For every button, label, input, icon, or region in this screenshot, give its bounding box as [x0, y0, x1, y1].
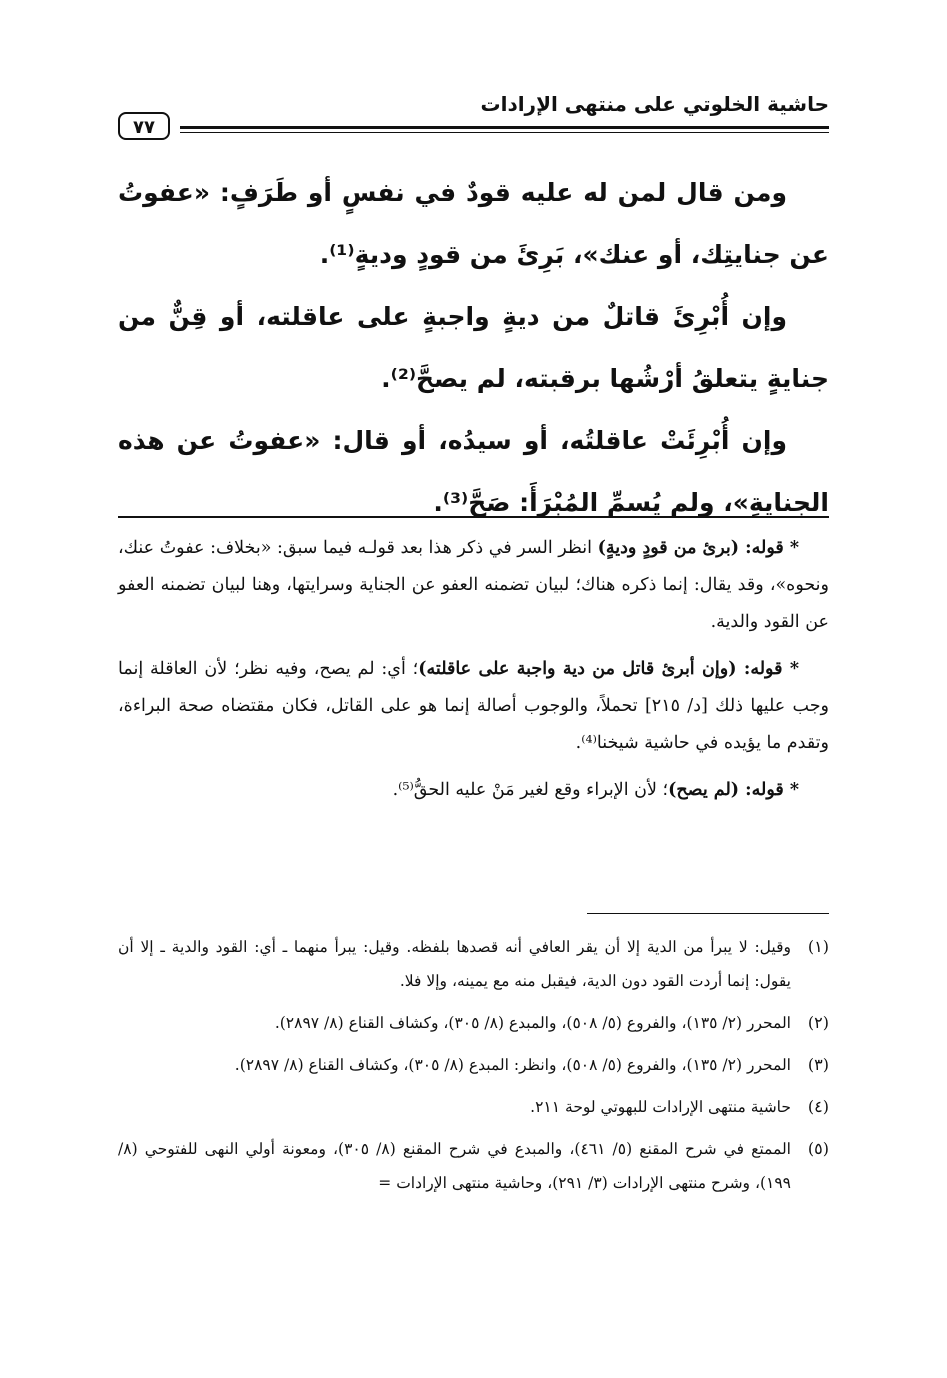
running-title: حاشية الخلوتي على منتهى الإرادات — [480, 92, 829, 116]
header-rule — [180, 126, 829, 129]
main-paragraph-2: وإن أُبْرِئَ قاتلٌ من ديةٍ واجبةٍ على عاقلته، أو قِنٌّ من جنايةٍ يتعلقُ أرْشُها برقبته، لم يصحَّ⁽²⁾. — [118, 302, 829, 393]
commentary-paragraph-2 — [118, 651, 829, 762]
footnote-number: (٤) — [807, 1097, 829, 1116]
footnote-text: المحرر (٢/ ١٣٥)، والفروع (٥/ ٥٠٨)، وانظر: المبدع (٨/ ٣٠٥)، وكشاف القناع (٨/ ٢٨٩٧). — [234, 1056, 791, 1074]
footnote-4 — [118, 1090, 829, 1124]
footnote-text: المحرر (٢/ ١٣٥)، والفروع (٥/ ٥٠٨)، والمبدع (٨/ ٣٠٥)، وكشاف القناع (٨/ ٢٨٩٧). — [274, 1014, 791, 1032]
commentary-lead-1: * قوله: (برئ من قودٍ وديةٍ) — [597, 538, 799, 558]
commentary-lead-3: * قوله: (لم يصح) — [668, 780, 799, 800]
commentary — [118, 530, 829, 819]
footnote-number: (٥) — [807, 1139, 829, 1158]
commentary-paragraph-1 — [118, 530, 829, 641]
footnotes — [118, 930, 829, 1208]
main-paragraph-3: وإن أُبْرِئَتْ عاقلتُه، أو سيدُه، أو قال: «عفوتُ عن هذه الجنايةِ»، ولم يُسمِّ المُبْرَأَ: صَحَّ⁽³⁾. — [118, 426, 829, 517]
page-header — [118, 88, 829, 144]
footnote-2 — [118, 1006, 829, 1040]
commentary-text-2: ؛ أي: لم يصح، وفيه نظر؛ لأن العاقلة إنما وجب عليها ذلك [د/ ٢١٥] تحملاً، والوجوب أصالة إنما هو على القاتل، فكان مقتضاه صحة البراءة، وتقدم ما يؤيده في حاشية شيخنا⁽⁴⁾. — [118, 659, 829, 753]
footnote-1 — [118, 930, 829, 998]
main-paragraph-1: ومن قال لمن له عليه قودٌ في نفسٍ أو طَرَفٍ: «عفوتُ عن جنايتِك، أو عنك»، بَرِئَ من قودٍ وديةٍ⁽¹⁾. — [118, 178, 829, 269]
main-text-divider — [118, 516, 829, 518]
page-number: ٧٧ — [118, 112, 170, 140]
footnote-number: (٢) — [807, 1013, 829, 1032]
header-rule-thin — [180, 132, 829, 133]
footnote-3 — [118, 1048, 829, 1082]
footnote-number: (٣) — [807, 1055, 829, 1074]
footnote-divider — [587, 913, 829, 914]
commentary-text-1: انظر السر في ذكر هذا بعد قولـه فيما سبق: «بخلاف: عفوتُ عنك، ونحوه»، وقد يقال: إنما ذكره هناك؛ لبيان تضمنه العفو عن الجناية وسرايتها، وهنا لبيان تضمنه العفو عن القود والدية. — [118, 538, 829, 632]
commentary-text-3: ؛ لأن الإبراء وقع لغير مَنْ عليه الحقُّ⁽⁵⁾. — [392, 780, 669, 800]
footnote-text: وقيل: لا يبرأ من الدية إلا أن يقر العافي أنه قصدها بلفظه. وقيل: يبرأ منهما ـ أي: القود والدية ـ إلا أن يقول: إنما أردت القود دون الدية، فيقبل منه مع يمينه، وإلا فلا. — [118, 938, 791, 990]
main-text — [118, 162, 829, 534]
commentary-lead-2: * قوله: (وإن أبرئ قاتل من دية واجبة على عاقلته) — [418, 659, 799, 679]
footnote-text: الممتع في شرح المقنع (٥/ ٤٦١)، والمبدع في شرح المقنع (٨/ ٣٠٥)، ومعونة أولي النهى للفتوحي (٨/ ١٩٩)، وشرح منتهى الإرادات (٣/ ٢٩١)، وحاشية منتهى الإرادات = — [118, 1140, 791, 1192]
footnote-text: حاشية منتهى الإرادات للبهوتي لوحة ٢١١. — [530, 1098, 791, 1116]
footnote-5 — [118, 1132, 829, 1200]
commentary-paragraph-3 — [118, 772, 829, 809]
footnote-number: (١) — [807, 937, 829, 956]
